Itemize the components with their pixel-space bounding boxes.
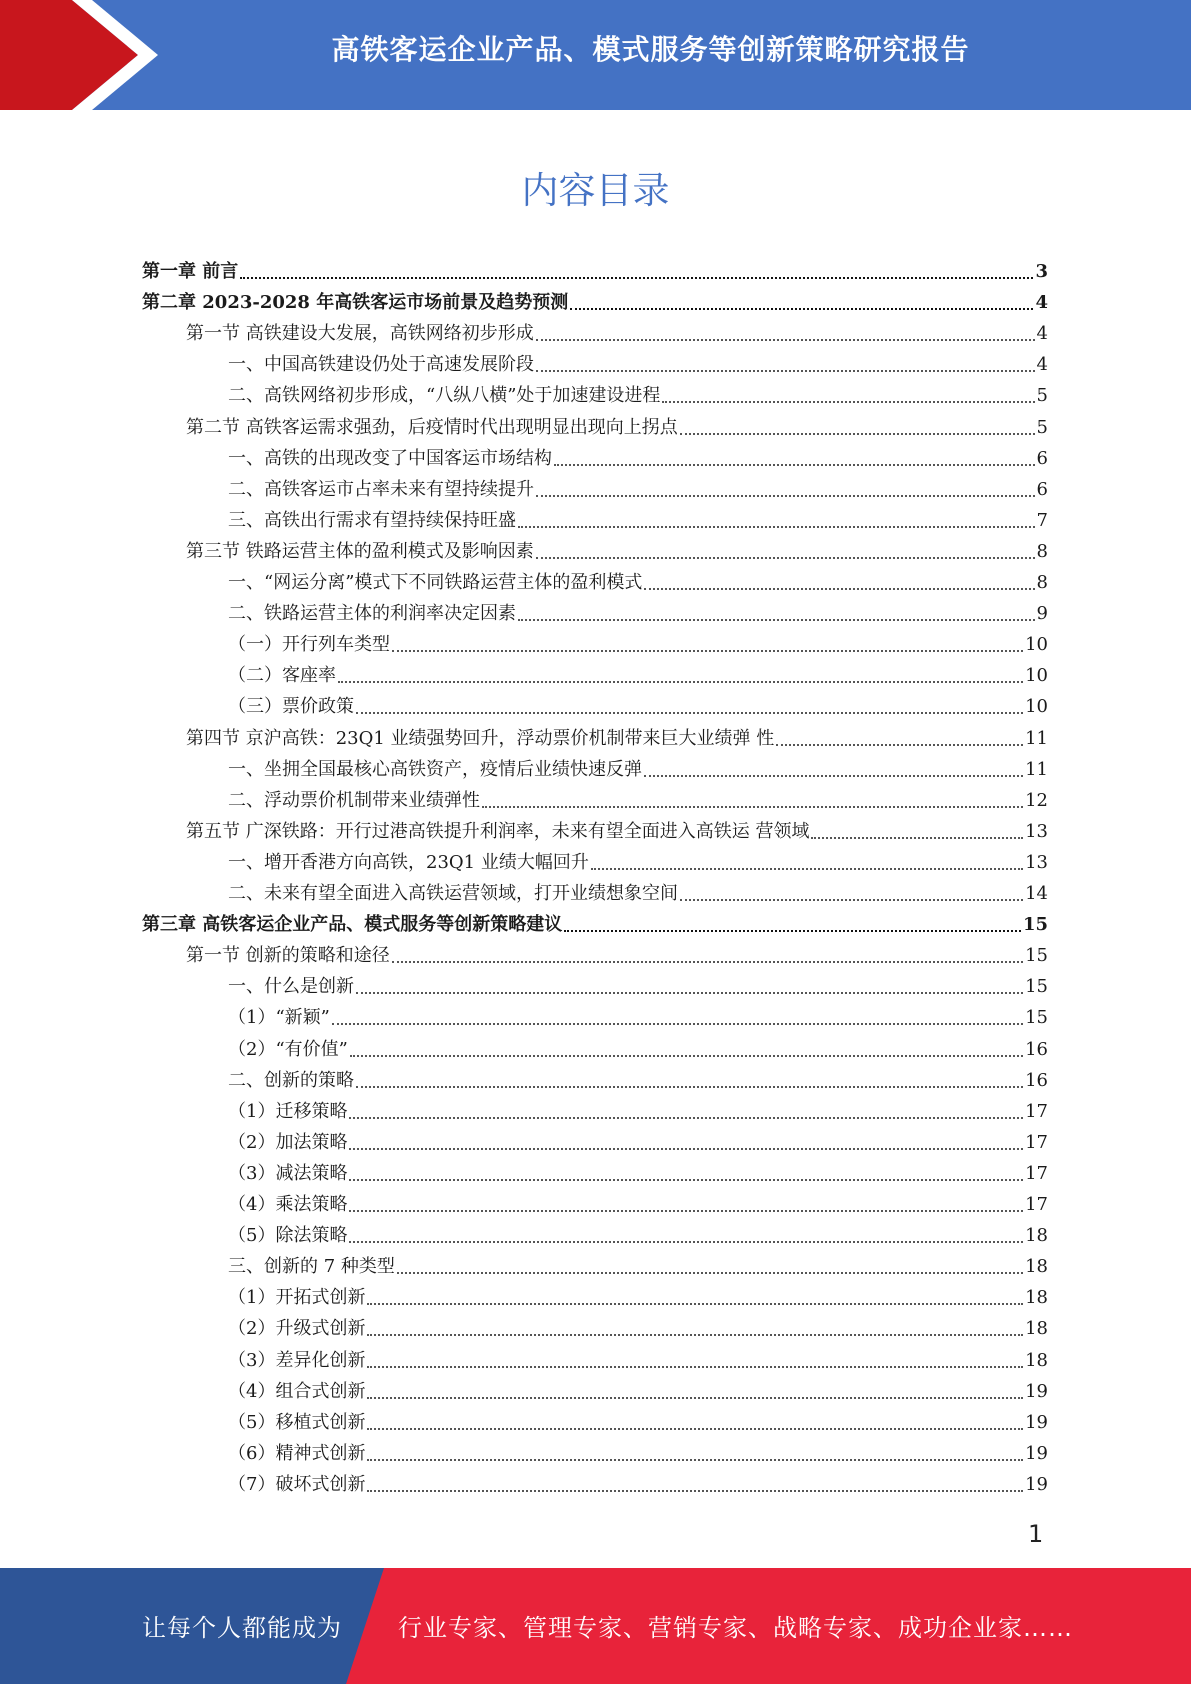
toc-entry-title: 第三章 高铁客运企业产品、模式服务等创新策略建议 <box>142 914 563 936</box>
toc-entry-page: 4 <box>1036 354 1048 376</box>
toc-entry-page: 12 <box>1025 789 1048 811</box>
toc-dot-leader <box>367 1397 1023 1399</box>
toc-entry[interactable] <box>228 657 1048 688</box>
toc-entry-page: 5 <box>1036 416 1048 438</box>
toc-dot-leader <box>367 1459 1023 1461</box>
toc-dot-leader <box>536 370 1035 372</box>
toc-entry-title: （1）“新颖” <box>228 1007 330 1029</box>
toc-entry-title: 一、高铁的出现改变了中国客运市场结构 <box>228 447 552 469</box>
toc-dot-leader <box>367 1428 1023 1430</box>
toc-entry-page: 8 <box>1036 540 1048 562</box>
toc-entry[interactable] <box>228 595 1048 626</box>
toc-dot-leader <box>349 1148 1023 1150</box>
toc-dot-leader <box>356 712 1023 714</box>
toc-entry-title: 第五节 广深铁路：开行过港高铁提升利润率，未来有望全面进入高铁运 营领域 <box>186 820 810 842</box>
toc-entry[interactable] <box>228 875 1048 906</box>
toc-entry-title: （4）组合式创新 <box>228 1380 366 1402</box>
toc-entry-title: （5）移植式创新 <box>228 1411 366 1433</box>
toc-entry-page: 4 <box>1036 323 1048 345</box>
toc-entry[interactable] <box>142 253 1048 284</box>
toc-entry-page: 19 <box>1025 1473 1048 1495</box>
toc-entry[interactable] <box>228 999 1048 1030</box>
toc-entry[interactable] <box>228 1124 1048 1155</box>
toc-dot-leader <box>338 681 1023 683</box>
toc-dot-leader <box>349 1117 1023 1119</box>
toc-dot-leader <box>536 339 1035 341</box>
toc-entry-page: 15 <box>1022 914 1048 936</box>
toc-entry-title: 二、铁路运营主体的利润率决定因素 <box>228 603 516 625</box>
toc-dot-leader <box>367 1334 1023 1336</box>
toc-entry-title: （6）精神式创新 <box>228 1442 366 1464</box>
toc-entry-title: 一、中国高铁建设仍处于高速发展阶段 <box>228 354 534 376</box>
toc-entry-page: 10 <box>1025 696 1048 718</box>
toc-entry-title: 第二节 高铁客运需求强劲，后疫情时代出现明显出现向上拐点 <box>186 416 678 438</box>
footer-band <box>0 1568 1191 1684</box>
toc-dot-leader <box>482 806 1023 808</box>
toc-entry[interactable] <box>228 440 1048 471</box>
toc-dot-leader <box>367 1366 1023 1368</box>
toc-entry-page: 10 <box>1025 634 1048 656</box>
toc-entry-page: 18 <box>1025 1318 1048 1340</box>
toc-entry-page: 15 <box>1025 945 1048 967</box>
toc-entry-page: 16 <box>1025 1038 1048 1060</box>
toc-entry-title: 一、增开香港方向高铁，23Q1 业绩大幅回升 <box>228 851 589 873</box>
toc-entry-title: 一、坐拥全国最核心高铁资产，疫情后业绩快速反弹 <box>228 758 642 780</box>
toc-entry-title: 第一节 高铁建设大发展，高铁网络初步形成 <box>186 323 534 345</box>
toc-entry-page: 3 <box>1035 261 1048 282</box>
toc-entry-title: （4）乘法策略 <box>228 1194 348 1215</box>
toc-entry[interactable] <box>228 1404 1048 1435</box>
toc-entry-page: 19 <box>1025 1442 1048 1464</box>
toc-entry[interactable] <box>186 409 1048 440</box>
toc-entry[interactable] <box>228 1248 1048 1279</box>
toc-entry[interactable] <box>228 751 1048 782</box>
toc-entry[interactable] <box>228 1186 1048 1217</box>
toc-dot-leader <box>367 1490 1023 1492</box>
toc-dot-leader <box>332 1023 1023 1025</box>
toc-entry[interactable] <box>228 1155 1048 1186</box>
toc-entry-title: 第一章 前言 <box>142 261 239 282</box>
toc-dot-leader <box>392 961 1023 963</box>
toc-entry-page: 16 <box>1025 1069 1048 1091</box>
toc-entry-title: 第二章 2023-2028 年高铁客运市场前景及趋势预测 <box>142 292 569 314</box>
toc-entry[interactable] <box>228 1062 1048 1093</box>
toc-entry-title: 三、高铁出行需求有望持续保持旺盛 <box>228 509 516 531</box>
toc-dot-leader <box>536 495 1035 497</box>
toc-dot-leader <box>570 308 1033 310</box>
toc-entry-page: 17 <box>1025 1162 1048 1184</box>
toc-dot-leader <box>554 464 1035 466</box>
toc-entry-title: （一）开行列车类型 <box>228 634 390 656</box>
toc-entry-page: 11 <box>1025 727 1048 749</box>
toc-entry[interactable] <box>186 533 1048 564</box>
toc-entry[interactable] <box>228 782 1048 813</box>
toc-entry-title: 二、高铁网络初步形成，“八纵八横”处于加速建设进程 <box>228 385 661 407</box>
toc-entry[interactable] <box>228 626 1048 657</box>
toc-entry-title: （1）迁移策略 <box>228 1100 348 1122</box>
toc-dot-leader <box>518 526 1035 528</box>
toc-entry[interactable] <box>228 502 1048 533</box>
toc-dot-leader <box>644 588 1034 590</box>
toc-entry-title: （2）“有价值” <box>228 1038 348 1060</box>
toc-entry-page: 17 <box>1025 1194 1048 1215</box>
toc-dot-leader <box>644 775 1023 777</box>
toc-dot-leader <box>518 619 1035 621</box>
toc-entry-page: 17 <box>1025 1100 1048 1122</box>
toc-entry-page: 18 <box>1025 1225 1048 1247</box>
toc-entry[interactable] <box>228 688 1048 719</box>
footer-slogan-left: 让每个人都能成为 <box>142 1614 342 1642</box>
toc-entry-title: （2）加法策略 <box>228 1131 348 1153</box>
toc-entry-page: 4 <box>1035 292 1048 314</box>
toc-entry-page: 18 <box>1025 1256 1048 1278</box>
toc-dot-leader <box>349 1179 1023 1181</box>
toc-dot-leader <box>367 1303 1023 1305</box>
toc-dot-leader <box>591 868 1023 870</box>
toc-entry-page: 7 <box>1036 509 1048 531</box>
toc-entry-page: 8 <box>1036 572 1048 593</box>
toc-entry-page: 19 <box>1025 1380 1048 1402</box>
toc-entry-title: 一、什么是创新 <box>228 976 354 998</box>
toc-dot-leader <box>350 1055 1023 1057</box>
toc-dot-leader <box>680 433 1035 435</box>
toc-entry-page: 9 <box>1036 603 1048 625</box>
toc-entry-page: 18 <box>1025 1287 1048 1309</box>
toc-entry[interactable] <box>228 1466 1048 1497</box>
toc-dot-leader <box>811 837 1023 839</box>
toc-entry[interactable] <box>228 968 1048 999</box>
toc-entry-page: 17 <box>1025 1131 1048 1153</box>
toc-entry-page: 15 <box>1025 976 1048 998</box>
toc-entry-title: （二）客座率 <box>228 665 336 687</box>
toc-entry-title: 第一节 创新的策略和途径 <box>186 945 390 967</box>
toc-entry[interactable] <box>228 1342 1048 1373</box>
toc-dot-leader <box>776 744 1023 746</box>
toc-entry-title: （5）除法策略 <box>228 1225 348 1247</box>
toc-entry[interactable] <box>228 1093 1048 1124</box>
toc-entry-page: 10 <box>1025 665 1048 687</box>
toc-dot-leader <box>662 401 1034 403</box>
toc-dot-leader <box>564 930 1021 932</box>
toc-entry[interactable] <box>228 471 1048 502</box>
toc-entry[interactable] <box>186 937 1048 968</box>
toc-entry[interactable] <box>228 1373 1048 1404</box>
toc-entry-title: 第四节 京沪高铁：23Q1 业绩强势回升，浮动票价机制带来巨大业绩弹 性 <box>186 727 775 749</box>
toc-entry[interactable] <box>186 315 1048 346</box>
toc-entry-page: 11 <box>1025 758 1048 780</box>
toc-entry-title: 一、“网运分离”模式下不同铁路运营主体的盈利模式 <box>228 572 643 593</box>
toc-entry-page: 5 <box>1036 385 1048 407</box>
toc-entry[interactable] <box>186 813 1048 844</box>
toc-dot-leader <box>356 1086 1023 1088</box>
toc-entry[interactable] <box>228 377 1048 408</box>
toc-entry-title: 二、浮动票价机制带来业绩弹性 <box>228 789 480 811</box>
toc-entry-page: 15 <box>1025 1007 1048 1029</box>
toc-entry[interactable] <box>186 720 1048 751</box>
toc-entry-title: 二、高铁客运市占率未来有望持续提升 <box>228 478 534 500</box>
toc-entry-title: （1）开拓式创新 <box>228 1287 366 1309</box>
toc-dot-leader <box>349 1241 1023 1243</box>
toc-entry-page: 18 <box>1025 1349 1048 1371</box>
page-number: 1 <box>1028 1520 1044 1548</box>
toc-entry[interactable] <box>228 1217 1048 1248</box>
toc-entry-page: 6 <box>1036 478 1048 500</box>
toc-dot-leader <box>392 650 1023 652</box>
toc-entry[interactable] <box>228 1310 1048 1341</box>
toc-entry-title: （3）差异化创新 <box>228 1349 366 1371</box>
toc-entry[interactable] <box>142 906 1048 937</box>
toc-entry-page: 13 <box>1025 820 1048 842</box>
toc-dot-leader <box>356 992 1023 994</box>
toc-entry-page: 13 <box>1025 851 1048 873</box>
toc-entry[interactable] <box>228 1435 1048 1466</box>
toc-dot-leader <box>680 899 1023 901</box>
toc-entry-title: 第三节 铁路运营主体的盈利模式及影响因素 <box>186 540 534 562</box>
toc-entry-page: 14 <box>1025 883 1048 904</box>
footer-slogan-right: 行业专家、管理专家、营销专家、战略专家、成功企业家…… <box>398 1614 1073 1642</box>
toc-dot-leader <box>536 557 1035 559</box>
toc-entry-page: 6 <box>1036 447 1048 469</box>
toc-entry[interactable] <box>142 284 1048 315</box>
toc-entry-title: 二、创新的策略 <box>228 1069 354 1091</box>
toc-dot-leader <box>349 1210 1023 1212</box>
toc-entry-title: （2）升级式创新 <box>228 1318 366 1340</box>
toc-entry[interactable] <box>228 844 1048 875</box>
header-band <box>0 0 1191 110</box>
toc-entry-title: 二、未来有望全面进入高铁运营领域，打开业绩想象空间 <box>228 883 678 904</box>
toc-entry[interactable] <box>228 346 1048 377</box>
toc-entry-title: 三、创新的 7 种类型 <box>228 1256 395 1278</box>
report-title: 高铁客运企业产品、模式服务等创新策略研究报告 <box>331 33 970 66</box>
toc-entry[interactable] <box>228 1031 1048 1062</box>
toc-entry[interactable] <box>228 564 1048 595</box>
toc-entry-page: 19 <box>1025 1411 1048 1433</box>
toc-dot-leader <box>397 1272 1023 1274</box>
toc-entry-title: （三）票价政策 <box>228 696 354 718</box>
toc-entry[interactable] <box>228 1279 1048 1310</box>
toc-entry-title: （3）减法策略 <box>228 1162 348 1184</box>
toc-entry-title: （7）破坏式创新 <box>228 1473 366 1495</box>
toc-heading: 内容目录 <box>521 169 670 212</box>
toc-dot-leader <box>240 277 1033 279</box>
